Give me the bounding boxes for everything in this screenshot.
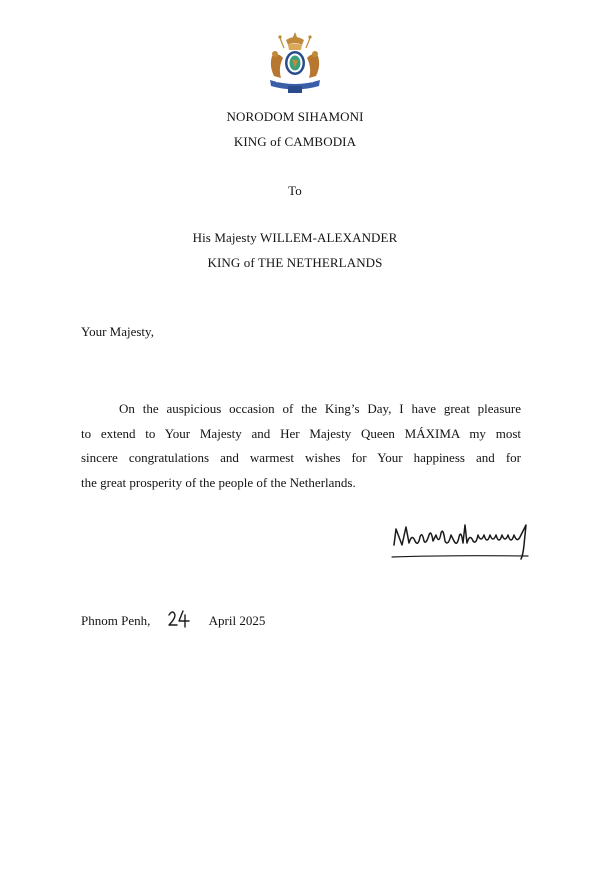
sender-name: NORODOM SIHAMONI	[226, 109, 364, 124]
recipient-title: KING of THE NETHERLANDS	[207, 255, 383, 270]
royal-arms-of-cambodia-icon	[264, 30, 326, 96]
month-year: April 2025	[208, 613, 266, 628]
body-line-4: the great prosperity of the people of the Netherlands.	[81, 474, 356, 490]
recipient-name: His Majesty WILLEM-ALEXANDER	[192, 230, 398, 245]
letter-body	[81, 397, 521, 495]
body-line-1: On the auspicious occasion of the King’s Day, I have great pleasure	[119, 401, 521, 416]
place: Phnom Penh,	[81, 613, 151, 628]
handwritten-day	[167, 609, 193, 629]
place-date-line	[81, 609, 265, 629]
body-line-2: to extend to Your Majesty and Her Majesty Queen MÁXIMA my most	[81, 425, 521, 441]
salutation: Your Majesty,	[81, 324, 154, 339]
sender-title: KING of CAMBODIA	[233, 134, 357, 149]
to-label: To	[288, 183, 302, 198]
body-line-3: sincere congratulations and warmest wishes for Your happiness and for	[81, 450, 521, 465]
handwritten-signature-icon	[388, 515, 544, 561]
